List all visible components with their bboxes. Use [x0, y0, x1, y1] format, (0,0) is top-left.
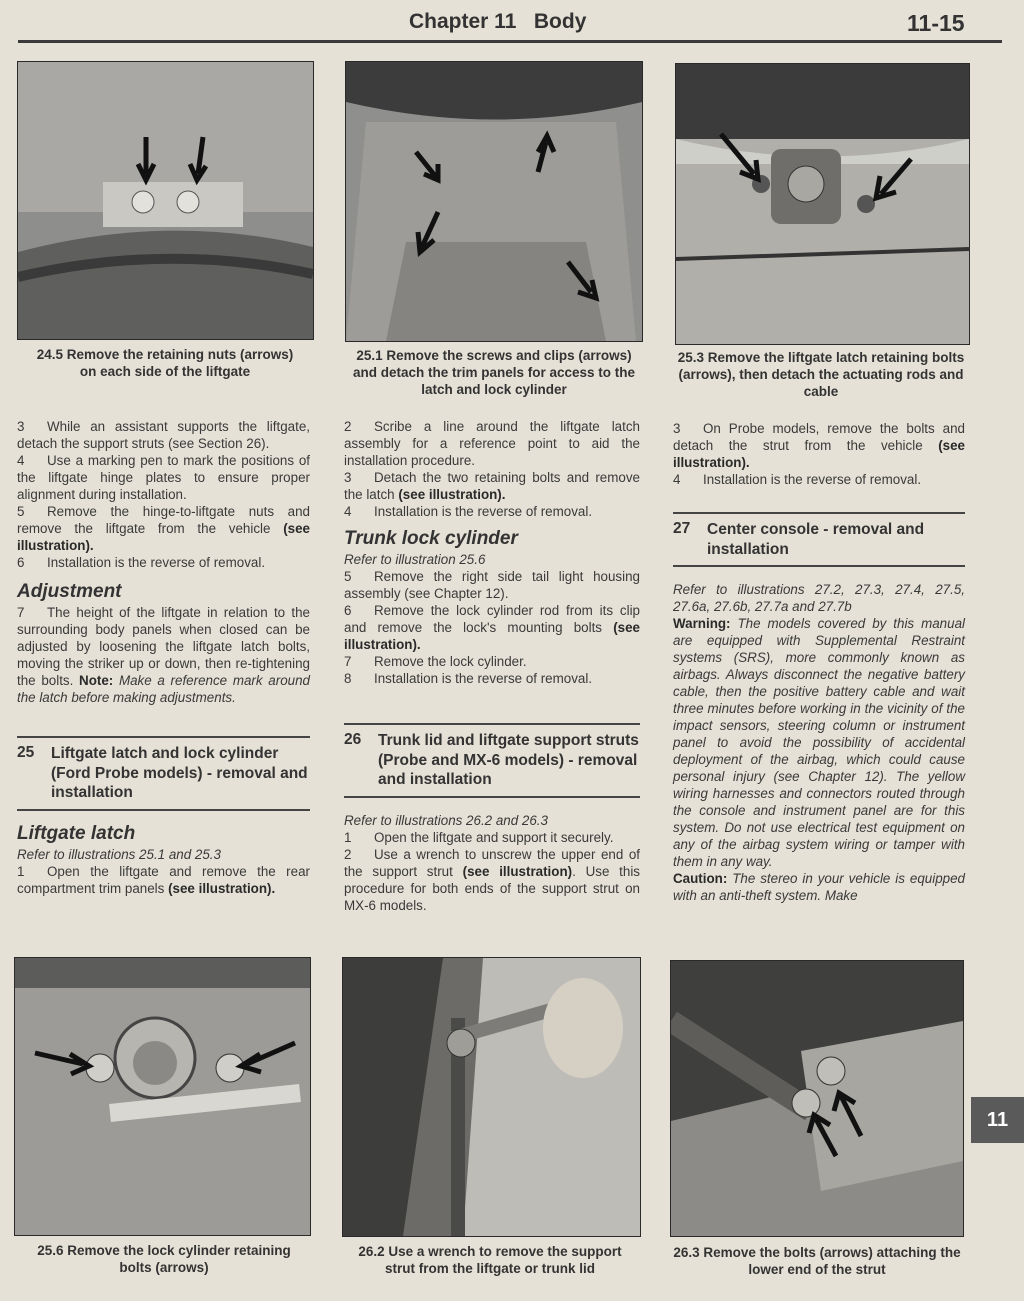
- caption-26-3: 26.3 Remove the bolts (arrows) attaching the lower end of the strut: [673, 1245, 961, 1277]
- section-26-reference: Refer to illustrations 26.2 and 26.3: [344, 812, 548, 828]
- caution-paragraph: Caution: The stereo in your vehicle is equipped with an anti-theft system. Make: [673, 871, 965, 903]
- photo-26-3: [670, 960, 964, 1237]
- section-26-heading: 26 Trunk lid and liftgate support struts (Probe and MX-6 models) - removal and installation: [344, 723, 640, 798]
- column-3: [673, 420, 965, 904]
- paragraph-5: 5 Remove the right side tail light housing assembly (see Chapter 12).: [344, 569, 640, 601]
- chapter-tab: 11: [971, 1097, 1024, 1143]
- caption-25-1: 25.1 Remove the screws and clips (arrows) and detach the trim panels for access to the latch and lock cylinder: [352, 348, 636, 397]
- paragraph-3: 3 Detach the two retaining bolts and remove the latch (see illustration).: [344, 470, 640, 502]
- caption-25-3: 25.3 Remove the liftgate latch retaining bolts (arrows), then detach the actuating rods and cable: [677, 350, 965, 399]
- section-27-reference: Refer to illustrations 27.2, 27.3, 27.4, 27.5, 27.6a, 27.6b, 27.7a and 27.7b: [673, 582, 965, 614]
- caption-24-5: 24.5 Remove the retaining nuts (arrows) on each side of the liftgate: [36, 347, 294, 379]
- latch-reference: Refer to illustrations 25.1 and 25.3: [17, 846, 221, 862]
- header-rule: [18, 40, 1002, 43]
- paragraph-4: 4 Installation is the reverse of removal.: [344, 504, 593, 519]
- paragraph-2: 2 Use a wrench to unscrew the upper end of the support strut (see illustration). Use this procedure for both ends of the support strut on MX-6 models.: [344, 846, 640, 913]
- paragraph-7: 7 Remove the lock cylinder.: [344, 654, 527, 669]
- paragraph-2: 2 Scribe a line around the liftgate latch assembly for a reference point to aid the installation procedure.: [344, 419, 640, 468]
- photo-25-3: [675, 63, 970, 345]
- page-number: 11-15: [907, 10, 965, 36]
- column-1: [17, 418, 310, 897]
- caption-26-2: 26.2 Use a wrench to remove the support strut from the liftgate or trunk lid: [358, 1244, 622, 1276]
- warning-paragraph: Warning: The models covered by this manual are equipped with Supplemental Restraint systems (SRS), more commonly known as airbags. Always disconnect the negative battery cable, then the positive battery cable and wait three minutes before working in the vicinity of the impact sensors, steering column or instrument panel to avoid the possibility of accidental deployment of the airbag, which could cause personal injury (see Chapter 12). The yellow wiring harnesses and connectors routed through the console and instrument panel are for this system. Do not use electrical test equipment on any of the airbag system wiring or tamper with them in any way.: [673, 616, 965, 869]
- section-25-heading: 25 Liftgate latch and lock cylinder (Ford Probe models) - removal and installation: [17, 736, 310, 811]
- photo-25-6: [14, 957, 311, 1236]
- photo-24-5: [17, 61, 314, 340]
- paragraph-1: 1 Open the liftgate and support it securely.: [344, 829, 614, 845]
- paragraph-7: 7 The height of the liftgate in relation to the surrounding body panels when closed can be adjusted by loosening the liftgate latch bolts, moving the striker up or down, then re-tightening the bolts. Note: Make a reference mark around the latch before making adjustments.: [17, 605, 310, 705]
- caption-25-6: 25.6 Remove the lock cylinder retaining bolts (arrows): [37, 1243, 291, 1275]
- heading-adjustment: Adjustment: [17, 581, 122, 602]
- paragraph-3: 3 On Probe models, remove the bolts and detach the strut from the vehicle (see illustration).: [673, 421, 965, 470]
- trunk-reference: Refer to illustration 25.6: [344, 552, 486, 567]
- column-2: [344, 418, 640, 914]
- section-27-heading: 27 Center console - removal and installation: [673, 512, 965, 567]
- photo-26-2: [342, 957, 641, 1237]
- paragraph-6: 6 Remove the lock cylinder rod from its clip and remove the lock's mounting bolts (see illustration).: [344, 603, 640, 652]
- paragraph-3: 3 While an assistant supports the liftgate, detach the support struts (see Section 26).: [17, 419, 310, 451]
- paragraph-4: 4 Use a marking pen to mark the positions of the liftgate hinge plates to ensure proper alignment during installation.: [17, 453, 310, 502]
- paragraph-8: 8 Installation is the reverse of removal.: [344, 671, 593, 686]
- paragraph-1: 1 Open the liftgate and remove the rear compartment trim panels (see illustration).: [17, 863, 310, 896]
- paragraph-4: 4 Installation is the reverse of removal.: [673, 472, 922, 487]
- chapter-title: Chapter 11 Body: [409, 10, 587, 33]
- paragraph-5: 5 Remove the hinge-to-liftgate nuts and remove the liftgate from the vehicle (see illustration).: [17, 504, 310, 553]
- paragraph-6: 6 Installation is the reverse of removal.: [17, 555, 266, 570]
- photo-25-1: [345, 61, 643, 342]
- heading-liftgate-latch: Liftgate latch: [17, 822, 136, 844]
- heading-trunk-lock-cylinder: Trunk lock cylinder: [344, 528, 518, 549]
